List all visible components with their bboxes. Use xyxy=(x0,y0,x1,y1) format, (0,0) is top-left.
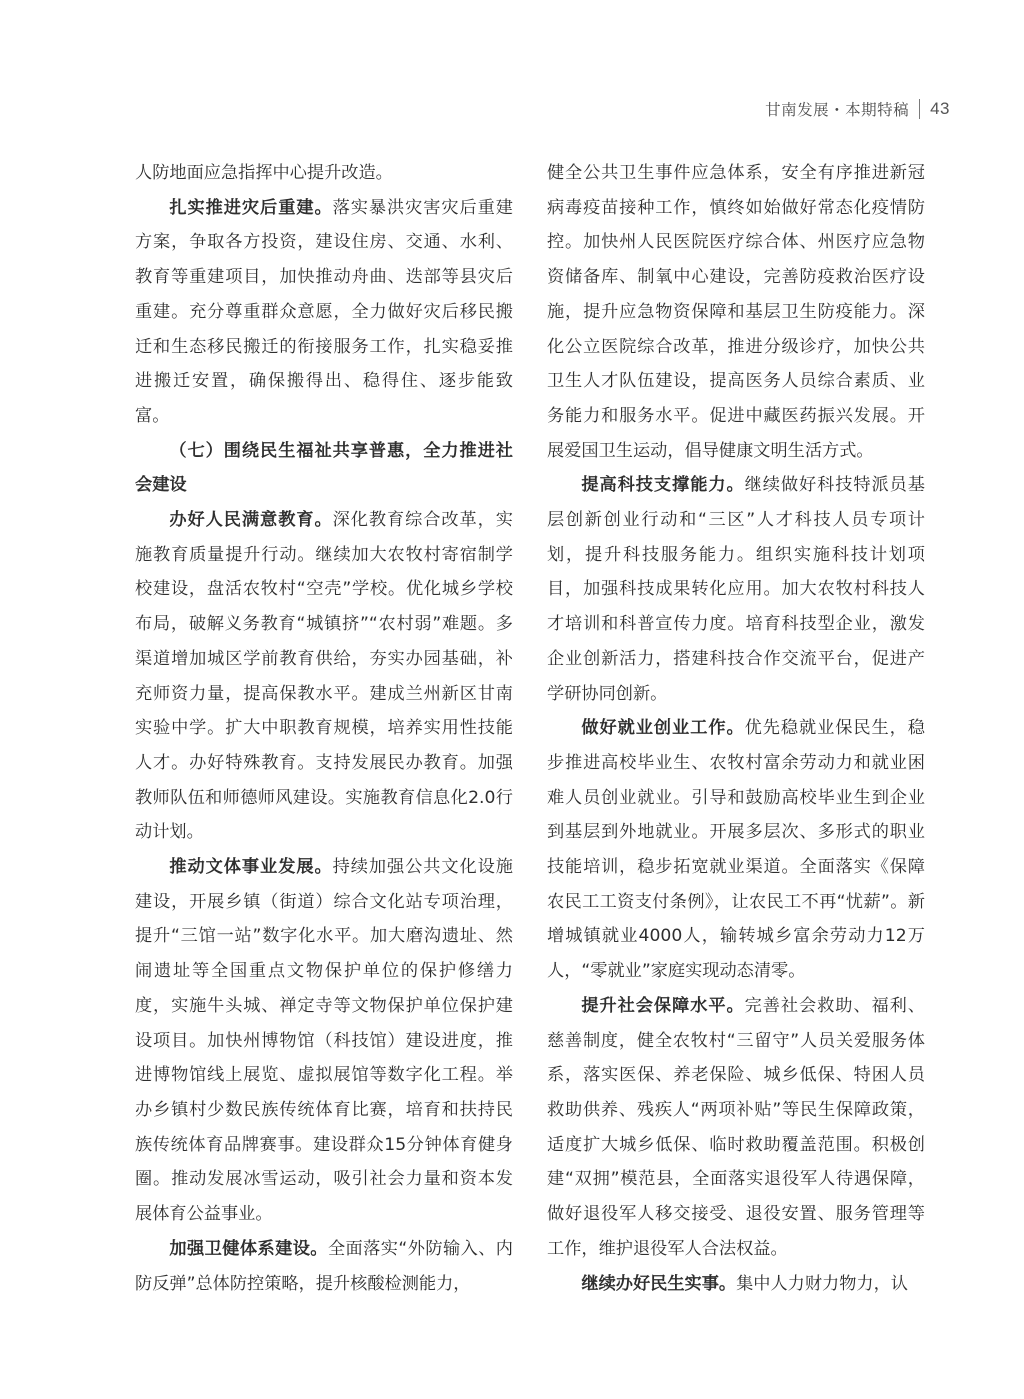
right-text-column xyxy=(547,156,925,1301)
body-paragraph xyxy=(135,503,513,850)
paragraph-body: 集中人力财力物力，认 xyxy=(736,1273,908,1294)
paragraph-lead: 提升社会保障水平。 xyxy=(581,995,745,1016)
body-paragraph xyxy=(547,1267,925,1302)
paragraph-lead: 办好人民满意教育。 xyxy=(169,510,333,531)
paragraph-lead: 加强卫健体系建设。 xyxy=(169,1238,328,1259)
body-paragraph xyxy=(547,711,925,989)
paragraph-continuation: 健全公共卫生事件应急体系，安全有序推进新冠病毒疫苗接种工作，慎终如始做好常态化疫情防控。加快州人民医院医疗综合体、州医疗应急物资储备库、制氧中心建设，完善防疫救治医疗设施，提升应急物资保障和基层卫生防疫能力。深化公立医院综合改革，推进分级诊疗，加快公共卫生人才队伍建设，提高医务人员综合素质、业务能力和服务水平。促进中藏医药振兴发展。开展爱国卫生运动，倡导健康文明生活方式。 xyxy=(547,163,925,461)
body-paragraph xyxy=(135,1232,513,1301)
left-text-column xyxy=(135,156,513,1301)
paragraph-continuation: 人防地面应急指挥中心提升改造。 xyxy=(135,163,393,183)
section-title: 甘南发展・本期特稿 xyxy=(765,101,910,119)
running-header xyxy=(765,98,950,120)
paragraph-lead: 继续办好民生实事。 xyxy=(581,1273,737,1294)
body-paragraph xyxy=(547,468,925,711)
body-paragraph xyxy=(135,850,513,1232)
paragraph-body: 优先稳就业保民生，稳步推进高校毕业生、农牧村富余劳动力和就业困难人员创业就业。引导和鼓励高校毕业生到企业到基层到外地就业。开展多层次、多形式的职业技能培训，稳步拓宽就业渠道。全面落实《保障农民工工资支付条例》，让农民工不再“忧薪”。新增城镇就业4000人，输转城乡富余劳动力12万人，“零就业”家庭实现动态清零。 xyxy=(547,718,925,982)
page-number: 43 xyxy=(930,99,950,118)
paragraph-lead: 推动文体事业发展。 xyxy=(169,857,333,878)
body-paragraph xyxy=(135,191,513,434)
paragraph-lead: 扎实推进灾后重建。 xyxy=(169,197,333,218)
paragraph-lead: 做好就业创业工作。 xyxy=(581,718,745,739)
paragraph-body: 全面落实“外防输入、内防反弹”总体防控策略，提升核酸检测能力， xyxy=(135,1238,513,1294)
paragraph-body: 继续做好科技特派员基层创新创业行动和“三区”人才科技人员专项计划，提升科技服务能力。组织实施科技计划项目，加强科技成果转化应用。加大农牧村科技人才培训和科普宣传力度。培育科技型企业，激发企业创新活力，搭建科技合作交流平台，促进产学研协同创新。 xyxy=(547,475,925,704)
paragraph-lead: 提高科技支撑能力。 xyxy=(581,475,745,496)
paragraph-body: 落实暴洪灾害灾后重建方案，争取各方投资，建设住房、交通、水利、教育等重建项目，加快推动舟曲、迭部等县灾后重建。充分尊重群众意愿，全力做好灾后移民搬迁和生态移民搬迁的衔接服务工作，扎实稳妥推进搬迁安置，确保搬得出、稳得住、逐步能致富。 xyxy=(135,197,513,426)
paragraph-body: 深化教育综合改革，实施教育质量提升行动。继续加大农牧村寄宿制学校建设，盘活农牧村“空壳”学校。优化城乡学校布局，破解义务教育“城镇挤”“农村弱”难题。多渠道增加城区学前教育供给，夯实办园基础，补充师资力量，提高保教水平。建成兰州新区甘南实验中学。扩大中职教育规模，培养实用性技能人才。办好特殊教育。支持发展民办教育。加强教师队伍和师德师风建设。实施教育信息化2.0行动计划。 xyxy=(135,510,513,843)
header-divider xyxy=(919,99,920,119)
body-paragraph xyxy=(547,989,925,1267)
paragraph-body: 持续加强公共文化设施建设，开展乡镇（街道）综合文化站专项治理，提升“三馆一站”数字化水平。加大磨沟遗址、然闹遗址等全国重点文物保护单位的保护修缮力度，实施牛头城、禅定寺等文物保护单位保护建设项目。加快州博物馆（科技馆）建设进度，推进博物馆线上展览、虚拟展馆等数字化工程。举办乡镇村少数民族传统体育比赛，培育和扶持民族传统体育品牌赛事。建设群众15分钟体育健身圈。推动发展冰雪运动，吸引社会力量和资本发展体育公益事业。 xyxy=(135,857,513,1225)
section-heading: （七）围绕民生福祉共享普惠，全力推进社会建设 xyxy=(135,440,513,496)
paragraph-body: 完善社会救助、福利、慈善制度，健全农牧村“三留守”人员关爱服务体系，落实医保、养老保险、城乡低保、特困人员救助供养、残疾人“两项补贴”等民生保障政策，适度扩大城乡低保、临时救助覆盖范围。积极创建“双拥”模范县，全面落实退役军人待遇保障，做好退役军人移交接受、退役安置、服务管理等工作，维护退役军人合法权益。 xyxy=(547,995,925,1259)
